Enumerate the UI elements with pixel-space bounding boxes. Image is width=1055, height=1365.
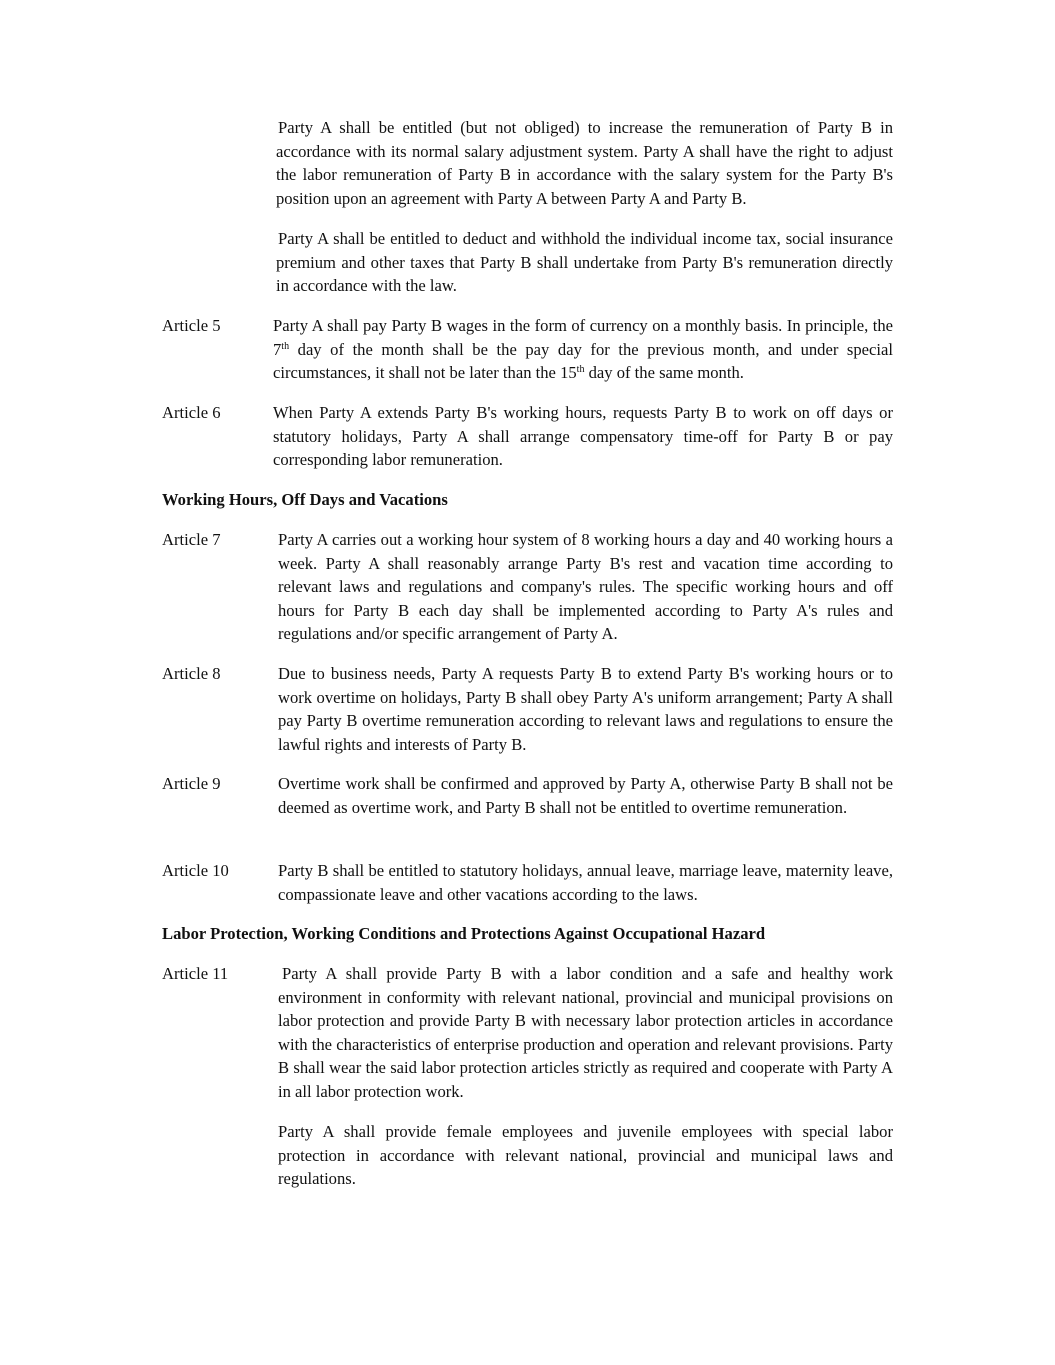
article-5-text-part-1: Party A shall pay Party B wages in the form of currency on a monthly basis. In principle, the 7 (273, 316, 893, 359)
article-5-superscript-1: th (281, 340, 290, 352)
article-5-body (273, 314, 893, 385)
article-11-paragraph-2: Party A shall provide female employees and juvenile employees with special labor protection in accordance with relevant national, provincial and municipal laws and regulations. (278, 1122, 893, 1189)
article-10-body (278, 859, 893, 906)
article-9-label: Article 9 (162, 774, 221, 793)
article-6-body (273, 401, 893, 472)
article-5-text (273, 314, 893, 385)
article-5-superscript-2: th (576, 364, 585, 376)
article-11-paragraph-1: Party A shall provide Party B with a labor condition and a safe and healthy work environment in conformity with relevant national, provincial and municipal provisions on labor protection and provide Party B with necessary labor protection articles in accordance with the characteristics of enterprise production and operation and relevant provisions. Party B shall wear the said labor protection articles strictly as required and cooperate with Party A in all labor protection work. (278, 964, 893, 1101)
intro-paragraph-1 (276, 116, 893, 210)
article-8-body (278, 662, 893, 756)
article-5-text-part-3: day of the same month. (584, 363, 744, 383)
article-11-label: Article 11 (162, 964, 229, 983)
article-11-body-2 (278, 1120, 893, 1191)
article-9-text: Overtime work shall be confirmed and approved by Party A, otherwise Party B shall not be deemed as overtime work, and Party B shall not be entitled to overtime remuneration. (278, 774, 893, 817)
article-7-body (278, 528, 893, 646)
section-heading-labor-protection: Labor Protection, Working Conditions and Protections Against Occupational Hazard (162, 924, 766, 943)
article-10-text: Party B shall be entitled to statutory holidays, annual leave, marriage leave, maternity leave, compassionate leave and other vacations according to the laws. (278, 861, 893, 904)
article-9-body (278, 772, 893, 819)
article-6-label: Article 6 (162, 403, 221, 422)
article-5-text-part-2: day of the month shall be the pay day for the previous month, and under special circumstances, it shall not be later than the 15 (273, 339, 893, 383)
article-7-text: Party A carries out a working hour system of 8 working hours a day and 40 working hours a week. Party A shall reasonably arrange Party B's rest and vacation time according to relevant laws and regulations and company's rules. The specific working hours and off hours for Party B each day shall be implemented according to Party A's rules and regulations and/or specific arrangement of Party A. (278, 530, 893, 644)
article-8-label: Article 8 (162, 664, 221, 683)
article-11-body (278, 962, 893, 1104)
section-heading-working-hours: Working Hours, Off Days and Vacations (162, 490, 448, 509)
intro-paragraph-1-text: Party A shall be entitled (but not obliged) to increase the remuneration of Party B in accordance with its normal salary adjustment system. Party A shall have the right to adjust the labor remuneration of Party B in accordance with the salary system for the Party B's position upon an agreement with Party A between Party A and Party B. (276, 118, 893, 208)
intro-paragraph-2-text: Party A shall be entitled to deduct and withhold the individual income tax, social insurance premium and other taxes that Party B shall undertake from Party B's remuneration directly in accordance with the law. (276, 229, 893, 296)
article-5-label: Article 5 (162, 316, 221, 335)
article-8-text: Due to business needs, Party A requests Party B to extend Party B's working hours or to work overtime on holidays, Party B shall obey Party A's uniform arrangement; Party A shall pay Party B overtime remuneration according to relevant laws and regulations to ensure the lawful rights and interests of Party B. (278, 664, 893, 754)
article-10-label: Article 10 (162, 861, 229, 880)
intro-paragraph-2 (276, 227, 893, 298)
article-7-label: Article 7 (162, 530, 221, 549)
article-6-text: When Party A extends Party B's working hours, requests Party B to work on off days or statutory holidays, Party A shall arrange compensatory time-off for Party B or pay corresponding labor remuneration. (273, 403, 893, 470)
